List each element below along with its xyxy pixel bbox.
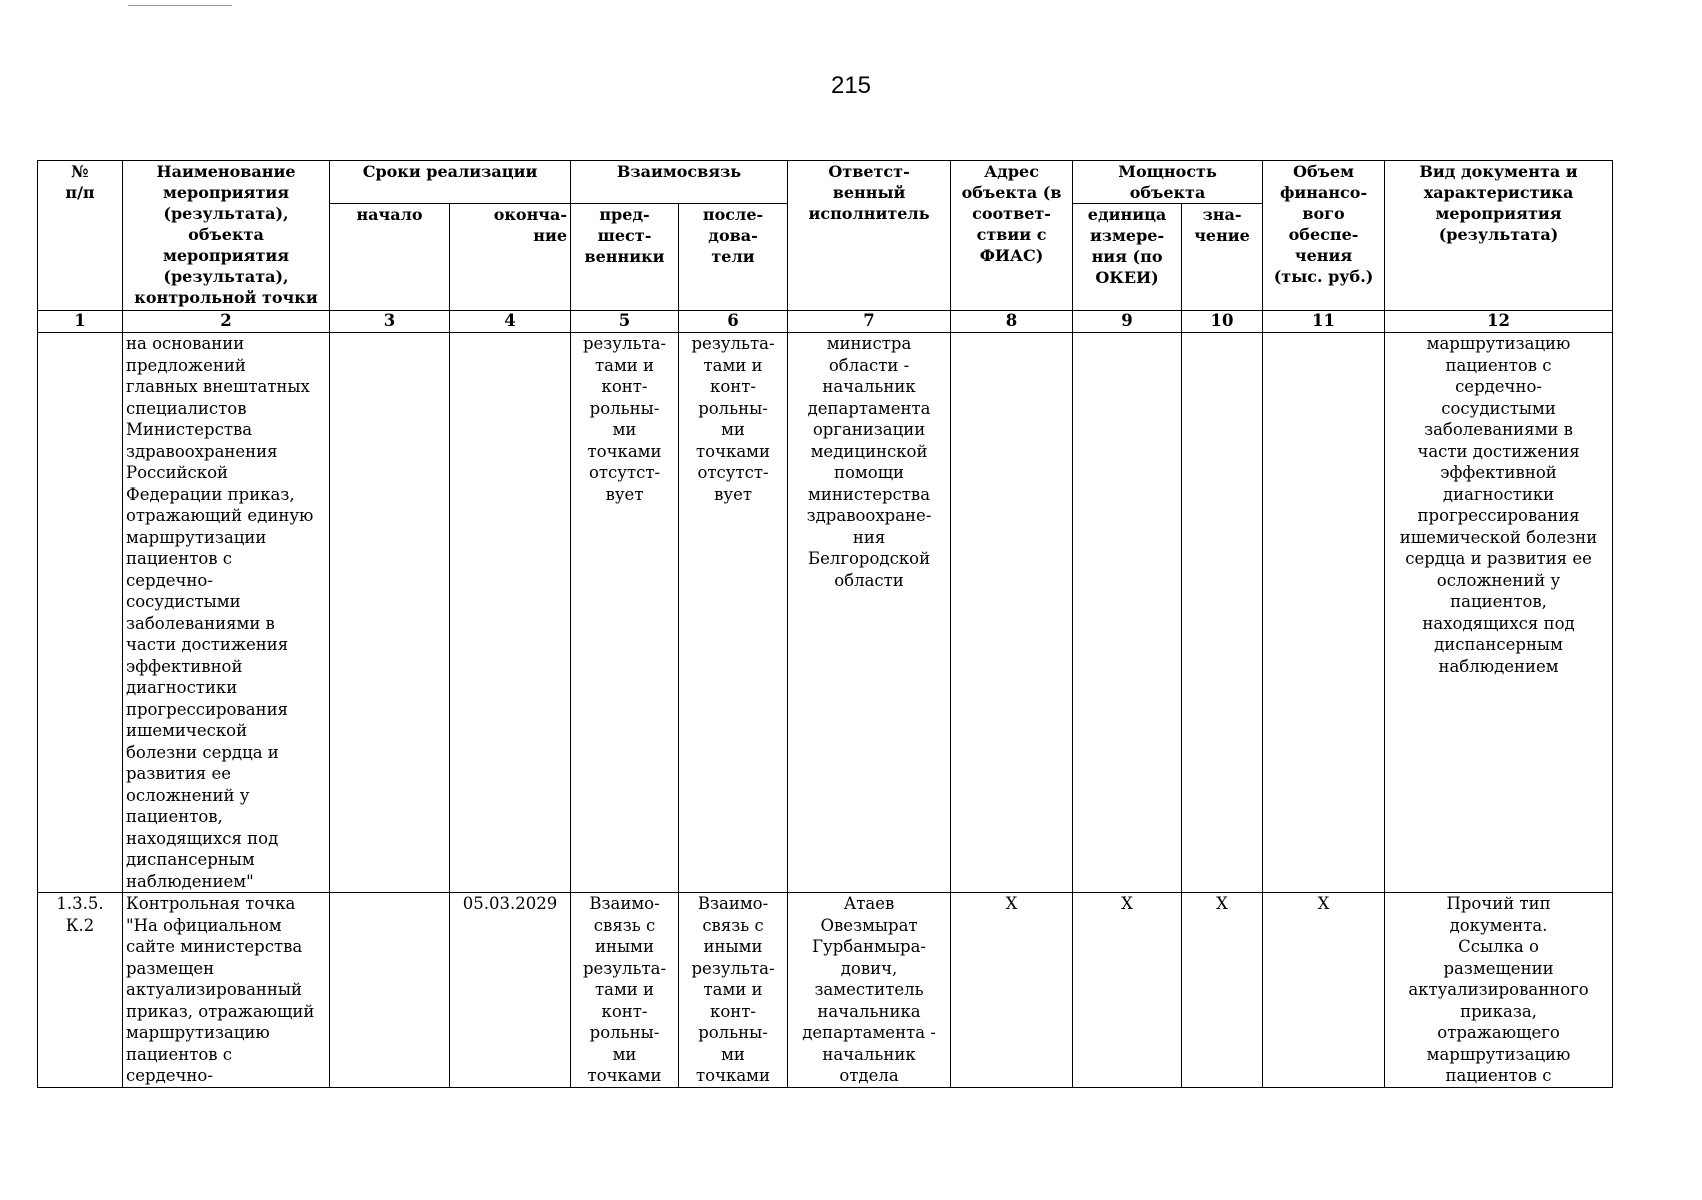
- cell-num: [38, 333, 123, 893]
- cell-unit: X: [1073, 893, 1182, 1088]
- cell-end: [450, 333, 571, 893]
- cell-predecessors: Взаимо- связь с иными результа- тами и конт- рольны- ми точками: [571, 893, 679, 1088]
- cell-name: на основании предложений главных внештатных специалистов Министерства здравоохранения Российской Федерации приказ, отражающий единую маршрутизации пациентов с сердечно- сосудистыми заболеваниями в части достижения эффективной диагностики прогрессирования ишемической болезни сердца и развития ее осложнений у пациентов, находящихся под диспансерным наблюдением": [123, 333, 330, 893]
- column-number: 7: [788, 311, 951, 333]
- header-power: Мощность объекта: [1073, 161, 1263, 204]
- header-link: Взаимосвязь: [571, 161, 788, 204]
- header-responsible: Ответст- венный исполнитель: [788, 161, 951, 311]
- header-value: зна- чение: [1182, 204, 1263, 311]
- cell-num: 1.3.5. К.2: [38, 893, 123, 1088]
- header-predecessors: пред- шест- венники: [571, 204, 679, 311]
- cell-start: [330, 893, 450, 1088]
- cell-responsible: министра области - начальник департамента организации медицинской помощи министерства здравоохране- ния Белгородской области: [788, 333, 951, 893]
- cell-financing: X: [1263, 893, 1385, 1088]
- column-number: 2: [123, 311, 330, 333]
- cell-successors: Взаимо- связь с иными результа- тами и конт- рольны- ми точками: [679, 893, 788, 1088]
- cell-address: X: [951, 893, 1073, 1088]
- cell-responsible: Атаев Овезмырат Гурбанмыра- дович, заместитель начальника департамента - начальник отдела: [788, 893, 951, 1088]
- header-num: № п/п: [38, 161, 123, 311]
- column-number: 1: [38, 311, 123, 333]
- header-document: Вид документа и характеристика мероприятия (результата): [1385, 161, 1613, 311]
- cell-successors: результа- тами и конт- рольны- ми точками отсутст- вует: [679, 333, 788, 893]
- header-end: оконча- ние: [450, 204, 571, 311]
- cell-end: 05.03.2029: [450, 893, 571, 1088]
- cell-document: Прочий тип документа. Ссылка о размещении актуализированного приказа, отражающего маршрутизацию пациентов с: [1385, 893, 1613, 1088]
- cell-document: маршрутизацию пациентов с сердечно- сосудистыми заболеваниями в части достижения эффективной диагностики прогрессирования ишемической болезни сердца и развития ее осложнений у пациентов, находящихся под диспансерным наблюдением: [1385, 333, 1613, 893]
- column-number: 4: [450, 311, 571, 333]
- activities-table-container: [37, 160, 1612, 1088]
- cell-start: [330, 333, 450, 893]
- header-address: Адрес объекта (в соответ- ствии с ФИАС): [951, 161, 1073, 311]
- column-numbers-row: [38, 311, 1613, 333]
- column-number: 5: [571, 311, 679, 333]
- cell-financing: [1263, 333, 1385, 893]
- page-number: 215: [830, 72, 872, 99]
- column-number: 10: [1182, 311, 1263, 333]
- header-name: Наименование мероприятия (результата), объекта мероприятия (результата), контрольной точки: [123, 161, 330, 311]
- cell-name: Контрольная точка "На официальном сайте министерства размещен актуализированный приказ, отражающий маршрутизацию пациентов с сердечно-: [123, 893, 330, 1088]
- header-financing: Объем финансо- вого обеспе- чения (тыс. руб.): [1263, 161, 1385, 311]
- cell-value: [1182, 333, 1263, 893]
- activities-table: [37, 160, 1613, 1088]
- column-number: 11: [1263, 311, 1385, 333]
- header-unit: единица измере- ния (по ОКЕИ): [1073, 204, 1182, 311]
- cell-address: [951, 333, 1073, 893]
- scan-artifact-line: [128, 5, 232, 6]
- column-number: 9: [1073, 311, 1182, 333]
- column-number: 8: [951, 311, 1073, 333]
- header-successors: после- дова- тели: [679, 204, 788, 311]
- column-number: 6: [679, 311, 788, 333]
- column-number: 3: [330, 311, 450, 333]
- cell-unit: [1073, 333, 1182, 893]
- cell-value: X: [1182, 893, 1263, 1088]
- column-number: 12: [1385, 311, 1613, 333]
- header-terms: Сроки реализации: [330, 161, 571, 204]
- table-row: [38, 893, 1613, 1088]
- header-start: начало: [330, 204, 450, 311]
- table-row: [38, 333, 1613, 893]
- cell-predecessors: результа- тами и конт- рольны- ми точками отсутст- вует: [571, 333, 679, 893]
